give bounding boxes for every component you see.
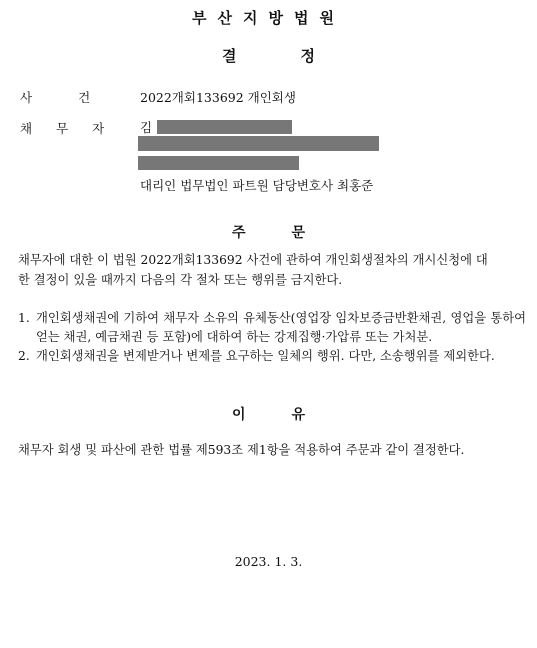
list-item — [18, 347, 526, 366]
item-number: 1. — [18, 311, 30, 325]
case-value: 2022개회133692 개인회생 — [140, 90, 296, 105]
debtor-name-prefix: 김 — [140, 120, 153, 135]
order-items-list — [18, 309, 526, 366]
document-date: 2023. 1. 3. — [234, 554, 303, 569]
redaction-bar — [138, 136, 379, 151]
order-paragraph-line2: 한 결정이 있을 때까지 다음의 각 절차 또는 행위를 금지한다. — [18, 273, 343, 287]
debtor-representative: 대리인 법무법인 파트원 담당변호사 최홍준 — [140, 178, 374, 193]
order-section-title: 주문 — [231, 225, 352, 241]
redaction-bar — [157, 120, 292, 134]
reason-section-title: 이유 — [231, 407, 352, 423]
document-type-title: 결정 — [222, 47, 379, 65]
case-label: 사건 — [20, 90, 137, 105]
court-name: 부산지방법원 — [192, 9, 345, 27]
item-text: 개인회생채권을 변제받거나 변제를 요구하는 일체의 행위. 다만, 소송행위를 제외한다. — [36, 349, 495, 363]
item-number: 2. — [18, 349, 30, 363]
order-paragraph-line1: 채무자에 대한 이 법원 2022개회133692 사건에 관하여 개인회생절차의 개시신청에 대 — [18, 253, 488, 267]
reason-text: 채무자 회생 및 파산에 관한 법률 제593조 제1항을 적용하여 주문과 같이 결정한다. — [18, 443, 465, 457]
debtor-label: 채무자 — [20, 121, 129, 136]
item-text: 개인회생채권에 기하여 채무자 소유의 유체동산(영업장 임차보증금반환채권, 영업을 통하여 얻는 채권, 예금채권 등 포함)에 대하여 하는 강제집행·가압류 또는 가처분. — [36, 311, 526, 344]
list-item — [18, 309, 526, 347]
redaction-bar — [138, 156, 299, 170]
